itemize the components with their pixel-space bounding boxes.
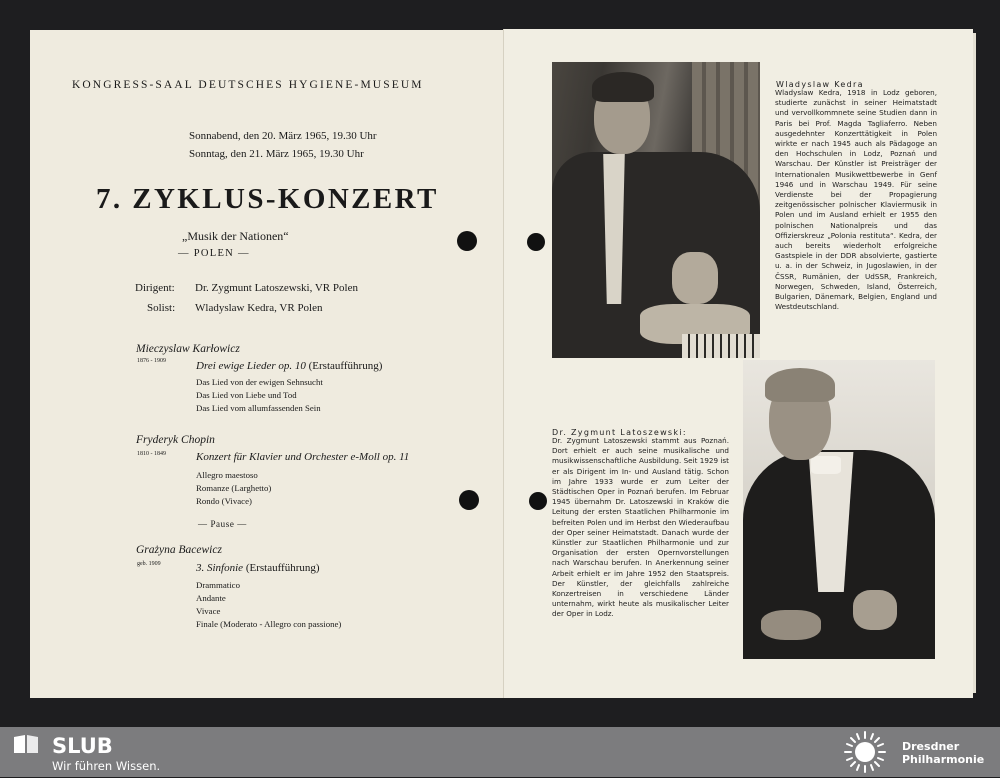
intermission: — Pause — [198,519,247,529]
partner-line1: Dresdner [902,740,960,753]
soloist-label: Solist: [147,302,176,314]
movement: Rondo (Vivace) [196,496,252,506]
partner-logo-text[interactable] [902,740,984,766]
photo-pianist [552,62,760,358]
work-title: Konzert für Klavier und Orchester e-Moll op. 11 [196,451,410,463]
conductor-name: Dr. Zygmunt Latoszewski, VR Polen [195,282,358,294]
movement: Das Lied vom allumfassenden Sein [196,403,321,413]
punch-hole [529,492,547,510]
composer-name: Mieczyslaw Karłowicz [136,343,240,355]
composer-years: geb. 1909 [137,561,161,567]
partner-line2: Philharmonie [902,753,985,766]
punch-hole [459,490,479,510]
work-title: 3. Sinfonie (Erstaufführung) [196,562,320,574]
movement: Andante [196,593,226,603]
movement: Allegro maestoso [196,470,258,480]
composer-years: 1876 - 1909 [137,358,166,364]
latoszewski-caption-title: Dr. Zygmunt Latoszewski: [552,428,687,437]
kedra-caption-title: Wladyslaw Kedra [776,80,864,89]
punch-hole [457,231,477,251]
page-fold [503,29,504,698]
composer-years: 1810 - 1849 [137,451,166,457]
photo-conductor [743,360,935,659]
movement: Romanze (Larghetto) [196,483,272,493]
concert-subtitle: „Musik der Nationen“ [182,229,289,243]
movement: Vivace [196,606,221,616]
book-icon [12,733,40,755]
composer-name: Fryderyk Chopin [136,434,215,446]
slub-brand[interactable]: SLUB [52,734,113,758]
concert-title: 7. ZYKLUS-KONZERT [96,183,439,215]
work-title: Drei ewige Lieder op. 10 (Erstaufführung) [196,360,383,372]
soloist-name: Wladyslaw Kedra, VR Polen [195,302,323,314]
composer-name: Grażyna Bacewicz [136,544,222,556]
latoszewski-biography: Dr. Zygmunt Latoszewski stammt aus Poznań. Dort erhielt er auch seine musikalische und musikwissenschaftliche Ausbildung. Seit 1929 ist er als Dirigent im In- und Ausland tätig. Schon im Jahre 1933 wurde er zum Leiter der Städtischen Oper in Poznań berufen. Im Februar 1945 übernahm Dr. Latoszewski in Kraków die Leitung der ersten Staatlichen Philharmonie im befreiten Polen und im Herbst den Wiederaufbau der Oper seiner Heimatstadt. Danach wurde der Künstler zur Staatlichen Philharmonie und zur Organisation der ersten Opernvorstellungen nach Warschau berufen. In Anerkennung seiner Arbeit erhielt er im Jahre 1952 den Staatspreis. Der Künstler, der gleichfalls zahlreiche Konzertreisen in verschiedene Länder unternahm, wirkt heute als musikalischer Leiter der Oper in Lodz. [552,436,729,619]
punch-hole [527,233,545,251]
date-saturday: Sonnabend, den 20. März 1965, 19.30 Uhr [189,130,377,142]
slub-tagline: Wir führen Wissen. [52,759,161,773]
conductor-label: Dirigent: [135,282,175,294]
kedra-biography: Wladyslaw Kedra, 1918 in Lodz geboren, studierte zunächst in seiner Heimatstadt und vervollkommnete seine Studien dann in Paris bei Prof. Magda Tagliaferro. Neben ausgedehnter Konzerttätigkeit in Polen wirkte er nach 1945 auch als Pädagoge an den Hochschulen in Lodz, Poznań und Warschau. Der Künstler ist Preisträger der Internationalen Musikwettbewerbe in Genf 1946 und in Warschau 1949. Für seine Verdienste bei der Propagierung zeitgenössischer polnischer Klaviermusik in Polen und im Ausland erhielt er 1955 den polnischen Nationalpreis und das Offizierskreuz „Polonia restituta“. Kedra, der auch bereits wiederholt erfolgreiche Gastspiele in der DDR absolvierte, gastierte u. a. in der Schweiz, in Jugoslawien, in der ČSSR, Rumänien, der UdSSR, Frankreich, Norwegen, Schweden, Island, Österreich, Bulgarien, Dänemark, Belgien, England und Westdeutschland. [775,88,937,312]
sunburst-logo-icon [843,730,887,774]
movement: Das Lied von Liebe und Tod [196,390,297,400]
movement: Finale (Moderato - Allegro con passione) [196,619,342,629]
venue-header: KONGRESS-SAAL DEUTSCHES HYGIENE-MUSEUM [72,79,424,91]
movement: Drammatico [196,580,240,590]
movement: Das Lied von der ewigen Sehnsucht [196,377,323,387]
concert-country: — POLEN — [178,248,250,259]
date-sunday: Sonntag, den 21. März 1965, 19.30 Uhr [189,148,364,160]
